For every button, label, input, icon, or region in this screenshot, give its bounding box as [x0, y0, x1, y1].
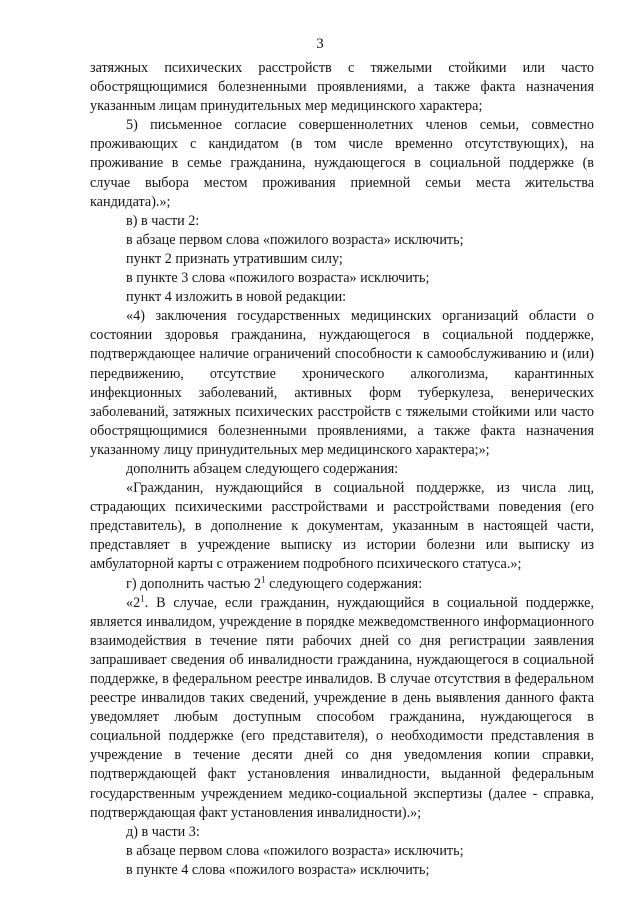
paragraph-continued: затяжных психических расстройств с тяжелыми стойкими или часто обострящющимися болезненными проявлениями, а также факта назначения указанным лицам принудительных мер медицинского характера; — [90, 60, 594, 115]
paragraph-abzac-first-part-3: в абзаце первом слова «пожилого возраста» исключить; — [126, 842, 464, 859]
paragraph-quote-item-4: «4) заключения государственных медицинских организаций области о состоянии здоровья гражданина, нуждающегося в социальной поддержке, подтверждающее наличие ограничений способности к самообслуживанию и (или) передвижению, отсутствие хронического алкоголизма, карантинных инфекционных заболеваний, активных форм туберкулеза, венерических заболеваний, затяжных психических расстройств с тяжелыми стойкими или часто обострящющимися болезненными проявлениями, а также факта назначения указанному лицу принудительных мер медицинского характера;»; — [90, 308, 594, 458]
paragraph-item-4-part-3: в пункте 4 слова «пожилого возраста» исключить; — [126, 861, 430, 878]
document-body — [90, 59, 594, 880]
paragraph-item-2-void: пункт 2 признать утратившим силу; — [126, 250, 343, 267]
text-fragment: следующего содержания: — [265, 575, 423, 592]
paragraph-item-4-new: пункт 4 изложить в новой редакции: — [126, 289, 347, 306]
paragraph-subitem-d: д) в части 3: — [126, 823, 200, 840]
text-fragment: «2 — [126, 594, 141, 611]
paragraph-quote-citizen: «Гражданин, нуждающийся в социальной поддержке, из числа лиц, страдающих психическими расстройствами и расстройствами поведения (его представитель), в дополнение к документам, указанным в настоящей части, представляет в учреждение выписку из истории болезни или выписку из амбулаторной карты с отражением подробного психического статуса.»; — [90, 480, 594, 573]
paragraph-item-3: в пункте 3 слова «пожилого возраста» исключить; — [126, 270, 430, 287]
paragraph-abzac-first: в абзаце первом слова «пожилого возраста» исключить; — [126, 231, 464, 248]
paragraph-quote-part-2-1 — [90, 594, 594, 823]
superscript: 1 — [140, 592, 145, 603]
paragraph-item-5-consent: 5) письменное согласие совершеннолетних членов семьи, совместно проживающих с кандидатом (в том числе временно отсутствующих), на проживание в семье гражданина, нуждающегося в социальной поддержке (в случае выбора местом проживания приемной семьи места жительства кандидата).»; — [90, 117, 594, 210]
text-fragment: г) дополнить частью 2 — [126, 575, 262, 592]
paragraph-subitem-v: в) в части 2: — [126, 212, 200, 229]
paragraph-add-abzac: дополнить абзацем следующего содержания: — [126, 460, 399, 477]
superscript: 1 — [261, 573, 266, 584]
page-number: 3 — [316, 36, 324, 52]
paragraph-subitem-g — [90, 575, 594, 594]
text-fragment: . В случае, если гражданин, нуждающийся в социальной поддержке, является инвалидом, учреждение в порядке межведомственного информационного взаимодействия в течение пяти рабочих дней со дня регистрации заявления запрашивает сведения об инвалидности гражданина, нуждающегося в социальной поддержке, в федеральном реестре инвалидов. В случае отсутствия в федеральном реестре инвалидов таких сведений, учреждение в день выявления данного факта уведомляет любым доступным способом гражданина, нуждающегося в социальной поддержке (его представителя), о необходимости представления в учреждение в течение десяти дней со дня уведомления копии справки, подтверждающей факт установления инвалидности, выданной федеральным государственным учреждением медико-социальной экспертизы (далее - справка, подтверждающая факт установления инвалидности).»; — [90, 594, 594, 821]
